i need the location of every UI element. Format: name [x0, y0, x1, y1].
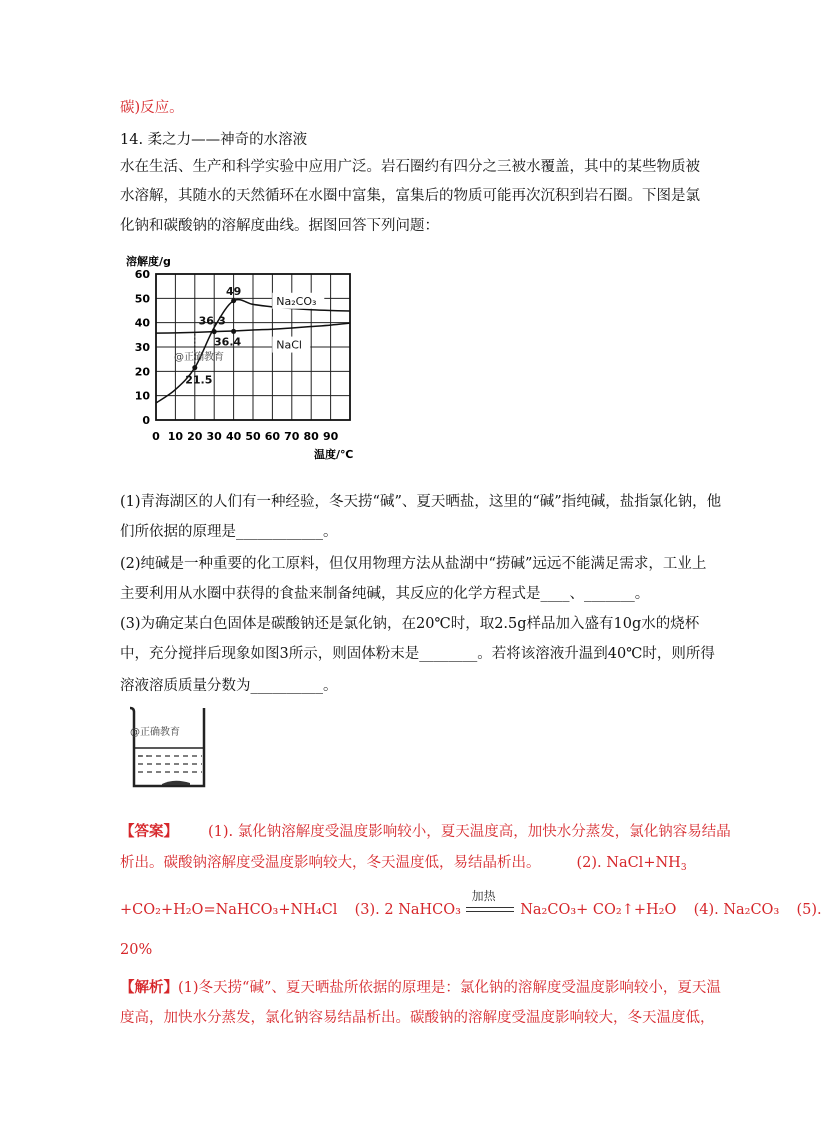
q2-line-2: 主要利用从水圈中获得的食盐来制备纯碱，其反应的化学方程式是____、_______。 — [120, 586, 650, 602]
data-point — [231, 298, 236, 303]
data-label: 36.4 — [214, 335, 242, 349]
beaker-figure — [124, 704, 214, 792]
x-tick-label: 30 — [206, 430, 222, 443]
answer-eq1: +CO₂+H₂O=NaHCO₃+NH₄Cl — [120, 902, 338, 918]
analysis-text-1: (1)冬天捞“碱”、夏天晒盐所依据的原理是：氯化钠的溶解度受温度影响较小，夏天温 — [178, 980, 721, 996]
data-label: 49 — [225, 284, 242, 298]
analysis-line-2: 度高，加快水分蒸发，氯化钠容易结晶析出。碳酸钠的溶解度受温度影响较大，冬天温度低， — [120, 1010, 715, 1026]
y-tick-label: 10 — [134, 389, 150, 403]
y-tick-label: 0 — [142, 414, 150, 427]
solubility-chart — [124, 256, 364, 466]
x-tick-label: 50 — [245, 430, 261, 443]
intro-line-1: 水在生活、生产和科学实验中应用广泛。岩石圈约有四分之三被水覆盖，其中的某些物质被 — [120, 159, 700, 175]
data-label: 21.5 — [185, 373, 213, 387]
series-label: NaCl — [276, 338, 302, 352]
beaker-outline — [130, 708, 204, 786]
x-tick-label: 40 — [225, 430, 242, 443]
answer-tag: 【答案】 — [120, 823, 178, 840]
y-ticks — [135, 268, 151, 427]
analysis-line-1 — [120, 976, 721, 997]
q2-line-1: (2)纯碱是一种重要的化工原料，但仅用物理方法从盐湖中“捞碱”远远不能满足需求，工业上 — [120, 556, 707, 572]
q3-line-1: (3)为确定某白色固体是碳酸钠还是氯化钠，在20℃时，取2.5g样品加入盛有10g水的烧杯 — [120, 616, 700, 632]
q3-line-2: 中，充分搅拌后现象如图3所示，则固体粉末是________。若将该溶液升温到40℃时，则所得 — [120, 646, 715, 662]
answer-q5: (5). — [796, 902, 822, 918]
y-tick-label: 40 — [134, 316, 150, 330]
answer-text-2: 析出。碳酸钠溶解度受温度影响较大，冬天温度低，易结晶析出。 — [120, 855, 541, 871]
chart-watermark: @正确教育 — [174, 352, 224, 363]
top-line: 碳)反应。 — [120, 100, 184, 116]
data-point — [212, 329, 217, 334]
analysis-tag: 【解析】 — [120, 979, 178, 996]
x-tick-label: 70 — [284, 430, 300, 443]
answer-eq2-prefix: (3). 2 NaHCO₃ — [354, 902, 461, 918]
y-axis-label: 溶解度/g — [126, 255, 171, 268]
intro-line-3: 化钠和碳酸钠的溶解度曲线。据图回答下列问题： — [120, 218, 439, 234]
answer-percent: 20% — [120, 942, 153, 958]
beaker-watermark: @正确教育 — [130, 727, 180, 738]
answer-eq2-suffix: Na₂CO₃+ CO₂↑+H₂O — [520, 902, 677, 918]
answer-line-3 — [120, 889, 822, 918]
answer-text-1: (1). 氯化钠溶解度受温度影响较小，夏天温度高，加快水分蒸发，氯化钠容易结晶 — [208, 824, 731, 840]
x-tick-label: 90 — [322, 430, 339, 443]
data-label: 36.3 — [198, 314, 226, 328]
x-tick-label: 60 — [264, 430, 281, 443]
y-tick-label: 20 — [134, 365, 150, 379]
answer-line-1 — [120, 820, 731, 841]
intro-line-2: 水溶解，其随水的天然循环在水圈中富集，富集后的物质可能再次沉积到岩石圈。下图是氯 — [120, 188, 700, 204]
q3-line-3: 溶液溶质质量分数为__________。 — [120, 678, 338, 694]
data-point — [231, 329, 236, 334]
question-title: 14. 柔之力——神奇的水溶液 — [120, 132, 308, 148]
y-tick-label: 30 — [134, 341, 150, 354]
heat-arrow: 加热 — [466, 903, 516, 917]
y-tick-label: 50 — [134, 292, 150, 306]
x-tick-label: 80 — [303, 430, 319, 443]
y-tick-label: 60 — [134, 268, 150, 281]
sediment — [162, 781, 190, 785]
x-tick-label: 20 — [187, 430, 203, 443]
q1-line-2: 们所依据的原理是____________。 — [120, 524, 338, 540]
answer-q4: (4). Na₂CO₃ — [693, 902, 780, 918]
series-label: Na₂CO₃ — [276, 294, 317, 308]
answer-line-2: 析出。碳酸钠溶解度受温度影响较大，冬天温度低，易结晶析出。 (2). $NaCl+NH_3$ — [120, 855, 687, 873]
answer-q2: (2). NaCl+NH — [576, 855, 681, 871]
q1-line-1: (1)青海湖区的人们有一种经验，冬天捞“碱”、夏天晒盐，这里的“碱”指纯碱，盐指氯化钠，他 — [120, 494, 722, 510]
x-tick-label: 0 — [152, 430, 160, 443]
x-axis-label: 温度/℃ — [314, 448, 354, 461]
x-ticks — [152, 430, 338, 443]
x-tick-label: 10 — [167, 430, 184, 443]
